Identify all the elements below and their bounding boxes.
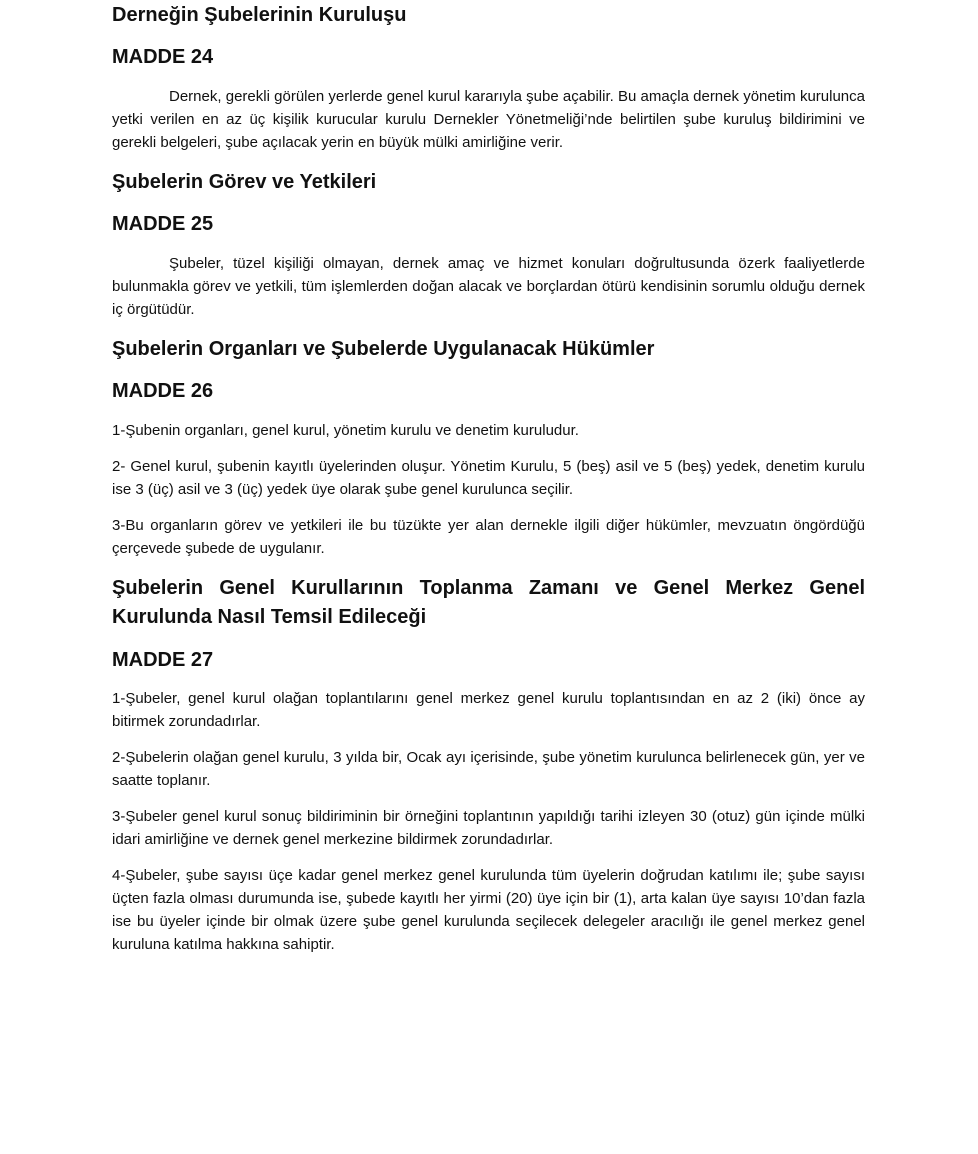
article-paragraph: 3-Şubeler genel kurul sonuç bildiriminin bir örneğini toplantının yapıldığı tarihi izleyen 30 (otuz) gün içinde mülki idari amirliğine ve dernek genel merkezine bildirmek zorundadırlar. (112, 808, 865, 848)
article-number: MADDE 24 (112, 46, 214, 68)
article-number: MADDE 26 (112, 380, 214, 402)
section-heading: Şubelerin Organları ve Şubelerde Uygulanacak Hükümler (112, 338, 655, 360)
article-paragraph: 1-Şubeler, genel kurul olağan toplantılarını genel merkez genel kurulu toplantısından en az 2 (iki) önce ay bitirmek zorundadırlar. (112, 690, 865, 730)
section-heading: Derneğin Şubelerinin Kuruluşu (112, 4, 407, 26)
article-paragraph: 1-Şubenin organları, genel kurul, yönetim kurulu ve denetim kuruludur. (112, 422, 579, 439)
article-paragraph: Şubeler, tüzel kişiliği olmayan, dernek amaç ve hizmet konuları doğrultusunda özerk faaliyetlerde bulunmakla görev ve yetkili, tüm işlemlerden doğan alacak ve borçlardan ötürü kendisinin sorumlu olduğu dernek iç örgütüdür. (112, 255, 865, 318)
article-number: MADDE 27 (112, 649, 214, 671)
article-paragraph: 2-Şubelerin olağan genel kurulu, 3 yılda bir, Ocak ayı içerisinde, şube yönetim kurulunca belirlenecek gün, yer ve saatte toplanır. (112, 749, 865, 789)
article-paragraph: 4-Şubeler, şube sayısı üçe kadar genel merkez genel kurulunda tüm üyelerin doğrudan katılımı ile; şube sayısı üçten fazla olması durumunda ise, şubede kayıtlı her yirmi (20) üye için bir (1), arta kalan üye sayısı 10’dan fazla ise bu üyeler içinde bir olmak üzere şube genel kurulunda seçilecek delegeler aracılığı ile genel merkez genel kuruluna katılma hakkına sahiptir. (112, 867, 865, 953)
article-paragraph: 2- Genel kurul, şubenin kayıtlı üyelerinden oluşur. Yönetim Kurulu, 5 (beş) asil ve 5 (beş) yedek, denetim kurulu ise 3 (üç) asil ve 3 (üç) yedek üye olarak şube genel kurulunca seçilir. (112, 458, 865, 498)
article-number: MADDE 25 (112, 213, 214, 235)
section-heading: Şubelerin Genel Kurullarının Toplanma Zamanı ve Genel Merkez Genel Kurulunda Nasıl Temsil Edileceği (112, 577, 865, 628)
section-heading: Şubelerin Görev ve Yetkileri (112, 171, 377, 193)
article-paragraph: Dernek, gerekli görülen yerlerde genel kurul kararıyla şube açabilir. Bu amaçla dernek yönetim kurulunca yetki verilen en az üç kişilik kurucular kurulu Dernekler Yönetmeliği’nde belirtilen şube kuruluş bildirimini ve gerekli belgeleri, şube açılacak yerin en büyük mülki amirliğine verir. (112, 88, 865, 151)
article-paragraph: 3-Bu organların görev ve yetkileri ile bu tüzükte yer alan dernekle ilgili diğer hükümler, mevzuatın öngördüğü çerçevede şubede de uygulanır. (112, 517, 865, 557)
